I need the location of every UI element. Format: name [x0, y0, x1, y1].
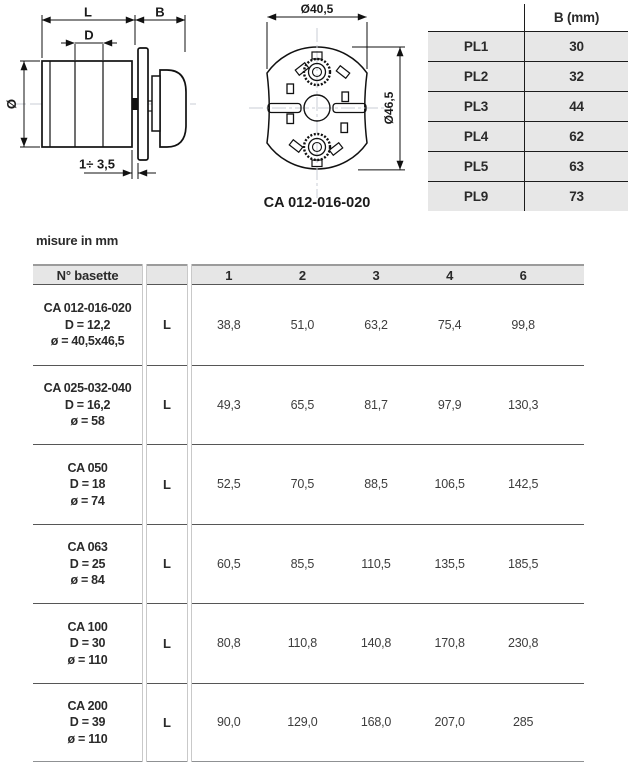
value-cell-1: 80,8	[192, 603, 266, 683]
value-cell-3: 88,5	[339, 444, 413, 524]
table-row	[33, 444, 584, 524]
units-note: misure in mm	[36, 233, 119, 248]
dim-label-d: D	[84, 27, 94, 43]
b-table-value: 73	[525, 181, 628, 211]
front-view-caption: CA 012-016-020	[263, 195, 371, 211]
switch-body	[42, 61, 132, 147]
col-header-4: 4	[413, 264, 487, 285]
table-row	[33, 285, 584, 365]
side-view-drawing	[4, 5, 196, 180]
value-cell-1: 90,0	[192, 683, 266, 763]
front-view-drawing	[249, 2, 405, 211]
value-cell-3: 140,8	[339, 603, 413, 683]
model-name: CA 025-032-040	[43, 381, 132, 395]
value-cell-6: 142,5	[486, 444, 560, 524]
value-cell-6: 230,8	[486, 603, 560, 683]
value-cell-4: 106,5	[413, 444, 487, 524]
value-cell-2: 51,0	[290, 317, 315, 332]
value-cell-2: 70,5	[266, 444, 340, 524]
value-cell-3: 81,7	[339, 365, 413, 445]
b-table-value: 32	[525, 61, 628, 91]
model-diameter: ø = 40,5x46,5	[50, 334, 125, 348]
b-table-header-row	[428, 4, 628, 31]
value-cell-2: 65,5	[266, 365, 340, 445]
b-table-row	[428, 121, 628, 151]
col-header-6: 6	[486, 264, 560, 285]
value-cell-3: 110,5	[339, 524, 413, 604]
model-name: CA 100	[67, 619, 108, 634]
b-table-model: PL5	[428, 151, 525, 181]
value-cell-4: 75,4	[437, 317, 462, 332]
model-diameter: ø = 74	[70, 493, 105, 508]
model-diameter: ø = 110	[67, 731, 108, 746]
value-cell-3: 168,0	[339, 683, 413, 763]
model-diameter: ø = 84	[70, 573, 105, 587]
spacer-cell	[560, 683, 584, 763]
b-table-header-empty	[428, 4, 525, 31]
col-header-l	[147, 264, 187, 285]
model-cell	[33, 683, 142, 763]
model-name: CA 200	[67, 698, 108, 713]
l-cell: L	[147, 524, 187, 604]
b-table-row	[428, 91, 628, 121]
model-cell	[33, 365, 142, 445]
model-d: D = 39	[69, 715, 106, 729]
l-cell: L	[147, 444, 187, 524]
table-row	[33, 683, 584, 763]
dim-label-b: B	[155, 4, 165, 20]
col-header-3: 3	[339, 264, 413, 285]
model-name: CA 012-016-020	[43, 301, 132, 315]
b-table-row	[428, 61, 628, 91]
b-table-row	[428, 181, 628, 211]
b-table-model: PL9	[428, 181, 525, 211]
table-row	[33, 524, 584, 604]
b-table-model: PL4	[428, 121, 525, 151]
value-cell-3: 63,2	[364, 317, 388, 332]
model-diameter: ø = 110	[67, 652, 108, 667]
dimensions-table-header-row	[33, 264, 584, 285]
l-cell: L	[163, 317, 171, 333]
spacer-cell	[560, 603, 584, 683]
col-header-spacer	[560, 264, 584, 285]
value-cell-2: 129,0	[266, 683, 340, 763]
value-cell-4: 135,5	[413, 524, 487, 604]
dimensions-table	[33, 264, 584, 762]
value-cell-6: 285	[486, 683, 560, 763]
model-cell	[33, 603, 142, 683]
b-table-value: 30	[525, 31, 628, 61]
model-cell	[33, 524, 142, 604]
dim-label-diameter: Ø	[4, 98, 19, 110]
col-header-basette: N° basette	[33, 264, 142, 285]
col-header-2: 2	[266, 264, 340, 285]
dim-label-panel-range: 1÷ 3,5	[78, 156, 116, 172]
model-d: D = 30	[69, 636, 106, 650]
value-cell-6: 99,8	[511, 317, 535, 332]
value-cell-4: 170,8	[413, 603, 487, 683]
dim-label-d405: Ø40,5	[300, 2, 334, 16]
model-diameter: ø = 58	[70, 414, 105, 428]
b-table-model: PL2	[428, 61, 525, 91]
value-cell-4: 97,9	[413, 365, 487, 445]
value-cell-2: 85,5	[266, 524, 340, 604]
value-cell-6: 130,3	[486, 365, 560, 445]
value-cell-4: 207,0	[413, 683, 487, 763]
model-d: D = 16,2	[64, 397, 111, 412]
b-table-value: 44	[525, 91, 628, 121]
model-name: CA 050	[67, 460, 108, 475]
dim-label-d465: Ø46,5	[382, 91, 396, 125]
dim-label-l: L	[84, 4, 92, 20]
b-table-header-label: B (mm)	[553, 10, 600, 25]
b-table-value: 62	[525, 121, 628, 151]
value-cell-1: 49,3	[192, 365, 266, 445]
model-d: D = 25	[69, 556, 106, 571]
value-cell-6: 185,5	[486, 524, 560, 604]
col-header-1: 1	[192, 264, 266, 285]
table-row	[33, 603, 584, 683]
l-cell: L	[147, 365, 187, 445]
b-table-row	[428, 151, 628, 181]
model-name: CA 063	[67, 540, 108, 554]
spacer-cell	[560, 524, 584, 604]
spacer-cell	[560, 285, 584, 365]
b-table-row	[428, 31, 628, 61]
knob	[160, 70, 186, 147]
table-row	[33, 365, 584, 445]
spacer-cell	[560, 444, 584, 524]
model-cell	[33, 285, 142, 365]
b-dimension-table	[428, 4, 628, 211]
model-cell	[33, 444, 142, 524]
b-table-value: 63	[525, 151, 628, 181]
front-plate	[138, 48, 148, 160]
value-cell-1: 60,5	[192, 524, 266, 604]
value-cell-2: 110,8	[266, 603, 340, 683]
value-cell-1: 52,5	[192, 444, 266, 524]
b-table-model: PL3	[428, 91, 525, 121]
model-d: D = 18	[69, 477, 106, 491]
l-cell: L	[147, 683, 187, 763]
model-d: D = 12,2	[64, 317, 111, 332]
b-table-model: PL1	[428, 31, 525, 61]
spacer-cell	[560, 365, 584, 445]
value-cell-1: 38,8	[217, 317, 241, 332]
l-cell: L	[147, 603, 187, 683]
knob-stem	[152, 76, 160, 131]
